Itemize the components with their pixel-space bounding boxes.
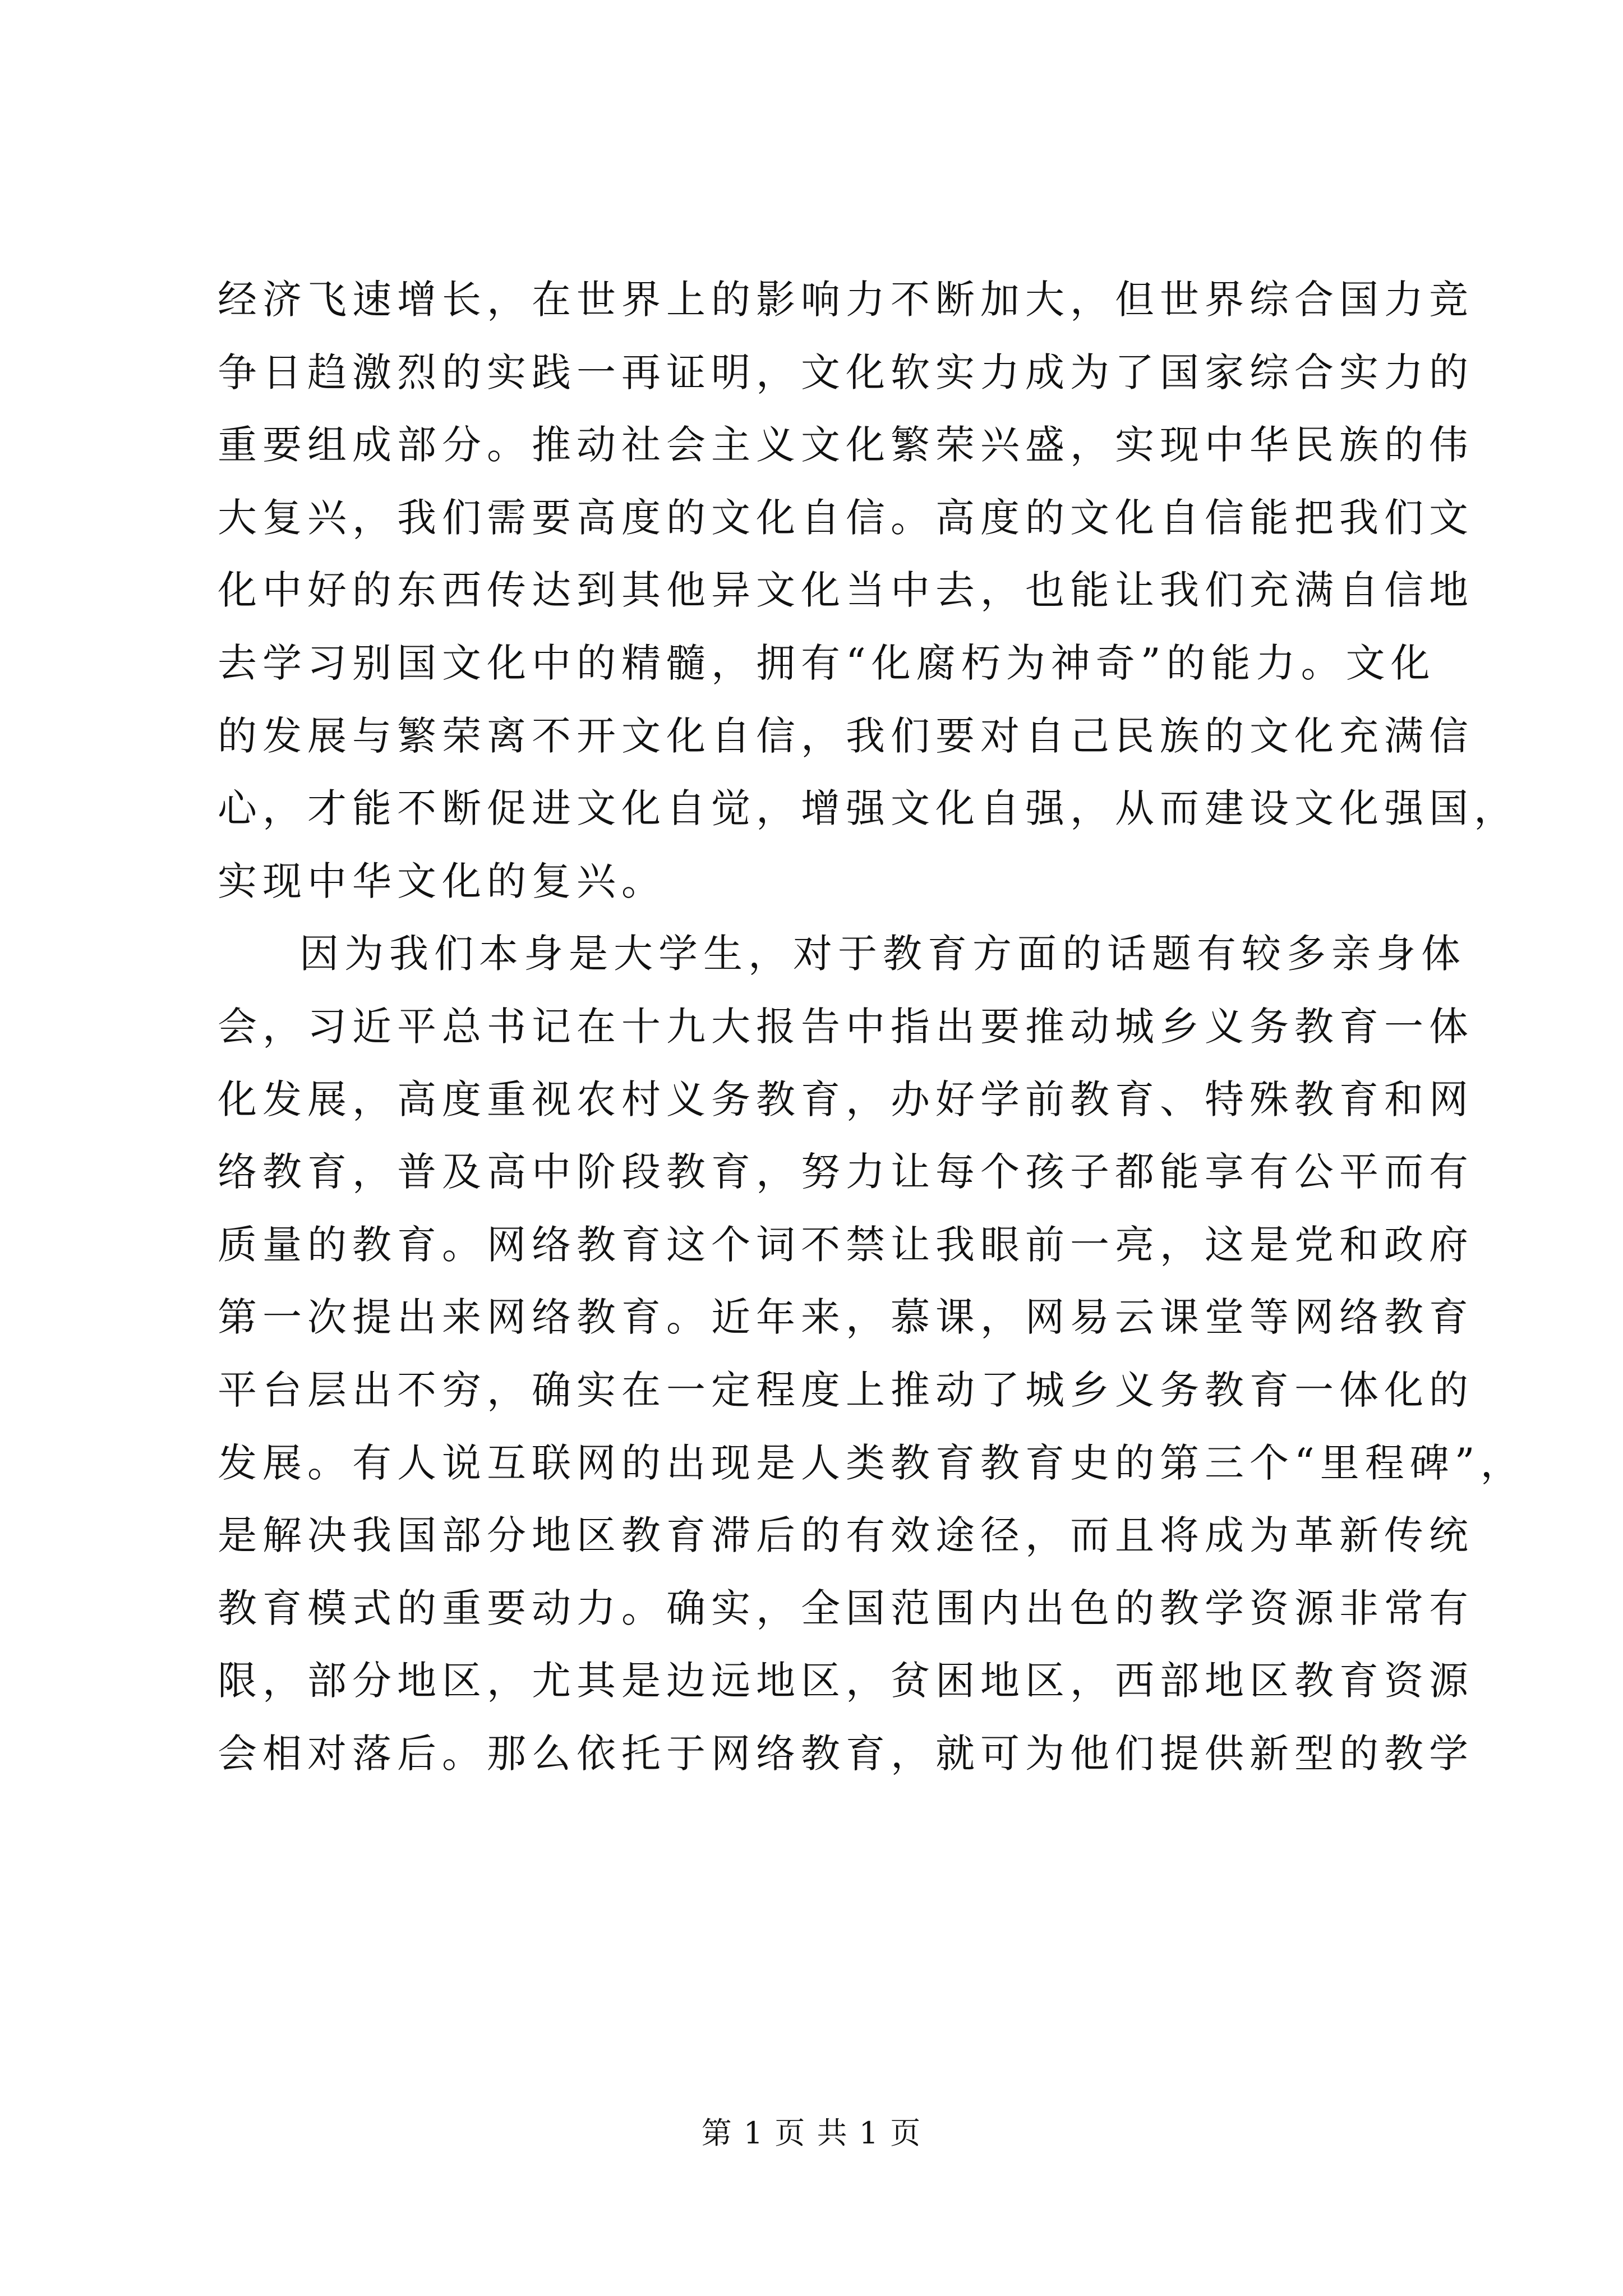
text-line: 第一次提出来网络教育。近年来，慕课，网易云课堂等网络教育: [218, 1294, 1474, 1341]
text-line: 质量的教育。网络教育这个词不禁让我眼前一亮，这是党和政府: [218, 1221, 1474, 1268]
text-line: 教育模式的重要动力。确实，全国范围内出色的教学资源非常有: [218, 1585, 1474, 1631]
text-line: 平台层出不穷，确实在一定程度上推动了城乡义务教育一体化的: [218, 1366, 1474, 1413]
text-line: 会，习近平总书记在十九大报告中指出要推动城乡义务教育一体: [218, 1003, 1474, 1050]
body-text: [218, 264, 1525, 1790]
text-line: 因为我们本身是大学生，对于教育方面的话题有较多亲身体: [299, 931, 1466, 977]
text-line: 重要组成部分。推动社会主义文化繁荣兴盛，实现中华民族的伟: [218, 422, 1474, 468]
text-line: 实现中华文化的复兴。: [218, 858, 666, 904]
text-line: 争日趋激烈的实践一再证明，文化软实力成为了国家综合实力的: [218, 349, 1474, 395]
text-line: 大复兴，我们需要高度的文化自信。高度的文化自信能把我们文: [218, 494, 1474, 541]
text-line: 会相对落后。那么依托于网络教育，就可为他们提供新型的教学: [218, 1730, 1474, 1777]
text-line: 去学习别国文化中的精髓，拥有“化腐朽为神奇”的能力。文化: [218, 639, 1436, 686]
text-line: 化发展，高度重视农村义务教育，办好学前教育、特殊教育和网: [218, 1076, 1474, 1122]
text-line: 的发展与繁荣离不开文化自信，我们要对自己民族的文化充满信: [218, 712, 1474, 759]
text-line: 经济飞速增长，在世界上的影响力不断加大，但世界综合国力竞: [218, 277, 1474, 323]
text-line: 化中好的东西传达到其他异文化当中去，也能让我们充满自信地: [218, 567, 1474, 614]
text-line: 络教育，普及高中阶段教育，努力让每个孩子都能享有公平而有: [218, 1149, 1474, 1195]
page-footer: 第 1 页 共 1 页: [701, 2115, 922, 2151]
text-line: 心，才能不断促进文化自觉，增强文化自强，从而建设文化强国，: [218, 785, 1519, 832]
text-line: 是解决我国部分地区教育滞后的有效途径，而且将成为革新传统: [218, 1512, 1474, 1559]
text-line: 发展。有人说互联网的出现是人类教育教育史的第三个“里程碑”，: [218, 1439, 1525, 1486]
text-line: 限，部分地区，尤其是边远地区，贫困地区，西部地区教育资源: [218, 1658, 1474, 1704]
